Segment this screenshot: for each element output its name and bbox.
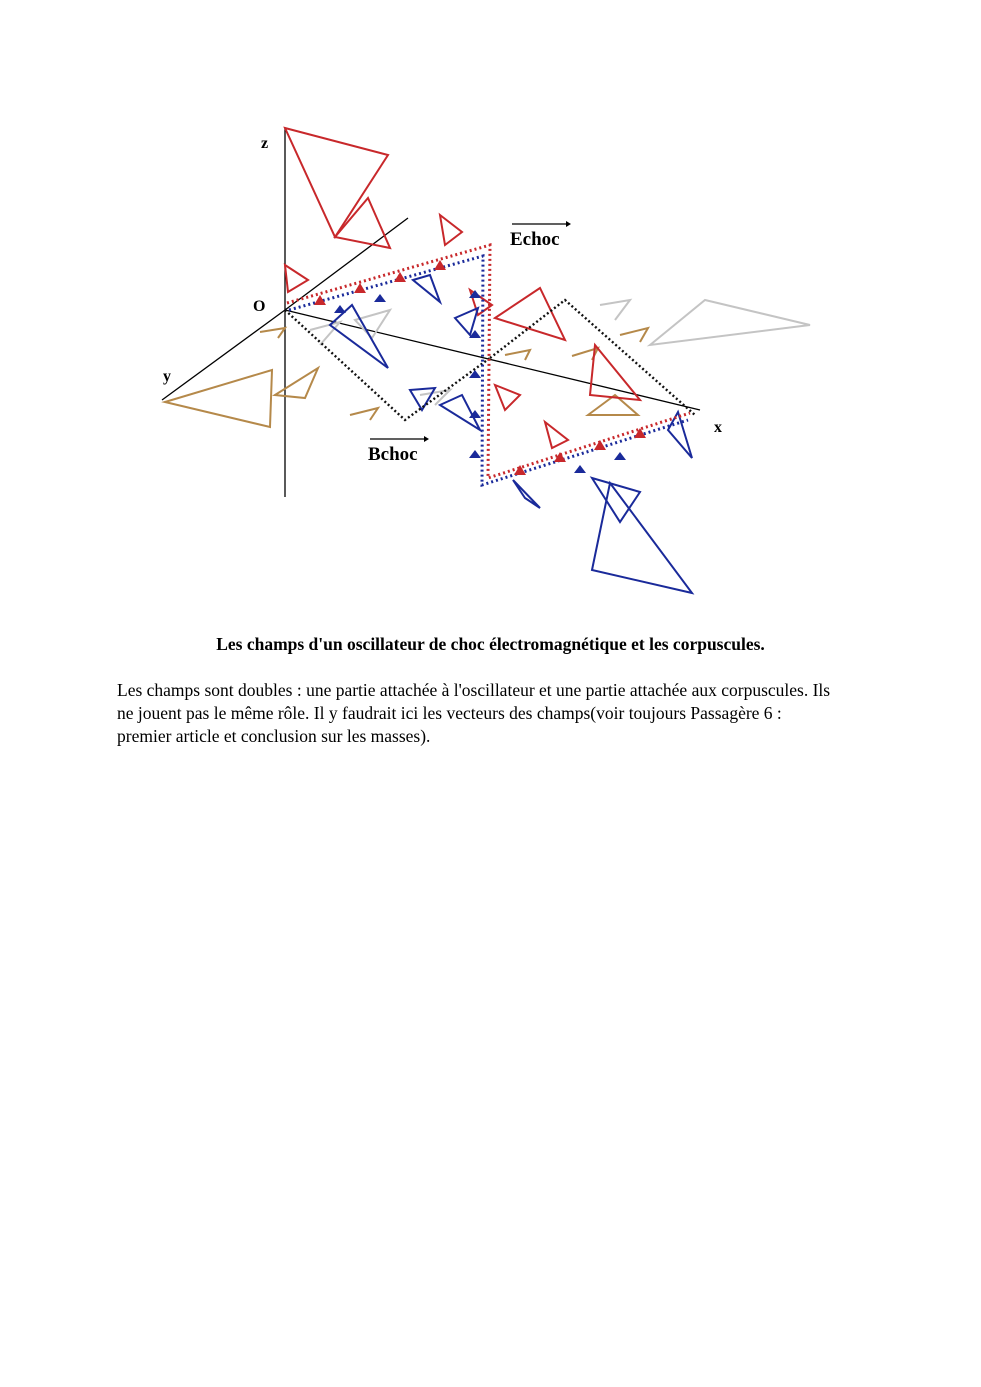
blue-marker <box>374 294 386 302</box>
y-axis-negative <box>285 218 408 310</box>
red-triangle <box>285 128 388 237</box>
blue-triangle <box>592 478 640 522</box>
blue-marker <box>574 465 586 473</box>
red-triangle <box>285 265 308 292</box>
body-paragraph: Les champs sont doubles : une partie attachée à l'oscillateur et une partie attachée aux corpuscules. Ils ne jouent pas le même rôle. Il y faudrait ici les vecteurs des champs(voir toujours Passagère 6 : premier article et conclusion sur les masses). <box>117 680 831 746</box>
red-triangle <box>495 385 520 410</box>
red-marker <box>514 465 526 475</box>
gray-triangle <box>650 300 810 345</box>
x-axis-label: x <box>714 419 722 436</box>
red-triangle <box>495 288 565 340</box>
red-field-vectors <box>285 128 640 448</box>
blue-triangle <box>413 275 440 302</box>
y-axis-label: y <box>163 368 171 385</box>
blue-marker <box>334 305 346 313</box>
red-chain <box>287 245 690 478</box>
tan-field-vectors <box>165 328 648 427</box>
origin-label: O <box>253 298 266 315</box>
x-axis <box>285 310 700 410</box>
red-triangle <box>440 215 462 245</box>
y-axis <box>162 310 285 400</box>
blue-triangle <box>513 480 540 508</box>
tan-triangle <box>260 328 285 338</box>
b-field-text: Bchoc <box>368 444 418 465</box>
red-markers <box>314 260 646 475</box>
red-triangle <box>590 345 640 400</box>
b-vector-arrowhead <box>424 436 429 442</box>
blue-triangle <box>668 412 692 458</box>
e-field-label <box>510 221 571 250</box>
blue-triangle <box>592 483 692 593</box>
lower-edge-path <box>285 310 490 420</box>
red-dotted-path <box>287 245 690 478</box>
blue-marker <box>614 452 626 460</box>
blue-marker <box>469 450 481 458</box>
z-axis-label: z <box>261 135 269 152</box>
e-vector-arrowhead <box>566 221 571 227</box>
figure-caption: Les champs d'un oscillateur de choc électromagnétique et les corpuscules. <box>216 634 765 654</box>
tan-triangle <box>620 328 648 342</box>
gray-triangle <box>310 322 340 345</box>
b-field-label <box>368 436 429 465</box>
tan-triangle <box>165 370 272 427</box>
gray-field-vectors <box>310 300 810 405</box>
tan-triangle <box>505 350 530 360</box>
red-marker <box>394 272 406 282</box>
oscillator-field-svg <box>150 115 830 610</box>
e-field-text: Echoc <box>510 229 560 250</box>
red-triangle <box>545 422 568 448</box>
field-diagram <box>150 115 830 610</box>
gray-triangle <box>600 300 630 320</box>
tan-triangle <box>350 408 378 420</box>
axes <box>162 128 700 497</box>
red-marker <box>434 260 446 270</box>
tan-triangle <box>275 368 318 398</box>
